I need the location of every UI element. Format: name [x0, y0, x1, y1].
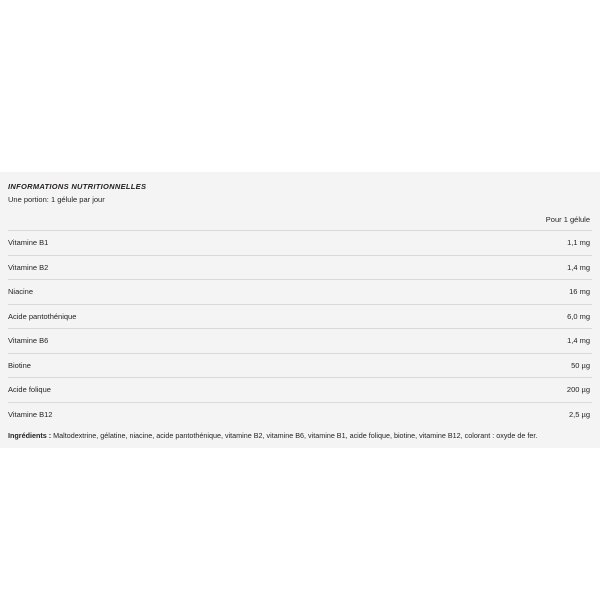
nutrition-table-head: [8, 210, 592, 231]
table-row: [8, 304, 592, 329]
nutrient-amount: 200 µg: [300, 378, 592, 403]
column-header-amount: Pour 1 gélule: [300, 210, 592, 231]
nutrient-name: Vitamine B12: [8, 409, 53, 419]
nutrient-amount: 2,5 µg: [568, 409, 590, 419]
table-header-row: [8, 210, 592, 231]
ingredients-section: [0, 426, 600, 448]
ingredients-label: Ingrédients :: [8, 431, 52, 440]
nutrient-name: Acide pantothénique: [8, 304, 300, 329]
nutrient-name: Biotine: [8, 353, 300, 378]
nutrient-name: Niacine: [8, 280, 300, 305]
table-row: [8, 231, 592, 256]
nutrient-amount: 1,4 mg: [300, 255, 592, 280]
table-row: [8, 329, 592, 354]
table-row: [8, 378, 592, 403]
nutrient-name: Acide folique: [8, 378, 300, 403]
nutrition-panel: [0, 172, 600, 448]
nutrient-amount: 1,1 mg: [300, 231, 592, 256]
serving-size-text: Une portion: 1 gélule par jour: [8, 195, 105, 204]
nutrient-amount: 50 µg: [300, 353, 592, 378]
nutrient-name: Vitamine B1: [8, 231, 300, 256]
nutrition-table-body: [8, 231, 592, 427]
nutrient-amount: 6,0 mg: [300, 304, 592, 329]
table-row: [8, 280, 592, 305]
nutrition-table: [8, 210, 592, 426]
nutrition-panel-title: INFORMATIONS NUTRITIONNELLES: [8, 182, 147, 191]
nutrition-panel-body: [0, 172, 600, 426]
column-header-nutrient: [8, 210, 300, 231]
nutrient-name: Vitamine B6: [8, 329, 300, 354]
nutrient-amount: 1,4 mg: [300, 329, 592, 354]
nutrient-name: Vitamine B2: [8, 255, 300, 280]
table-row: [8, 353, 592, 378]
nutrient-amount: 16 mg: [300, 280, 592, 305]
ingredients-text: Maltodextrine, gélatine, niacine, acide pantothénique, vitamine B2, vitamine B6, vitamine B1, acide folique, biotine, vitamine B12, colorant : oxyde de fer.: [51, 431, 538, 440]
table-row: [8, 255, 592, 280]
table-row: [8, 402, 592, 426]
